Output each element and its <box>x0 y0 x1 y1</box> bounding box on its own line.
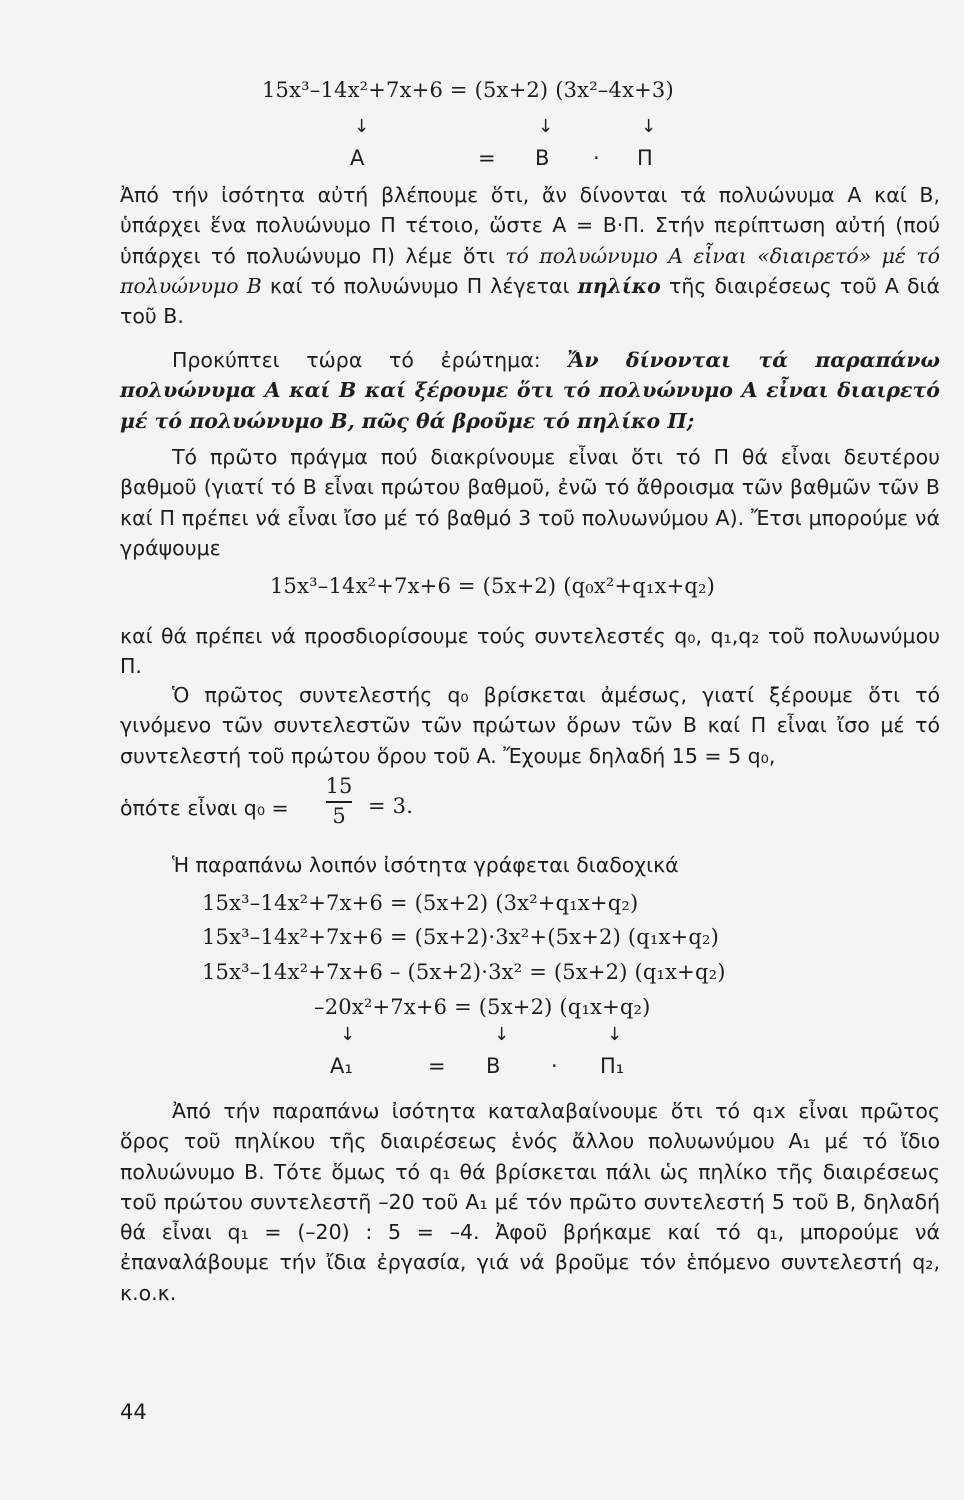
chain-arrow-b: ↓ <box>494 1024 510 1045</box>
paragraph-7: Ἀπό τήν παραπάνω ἰσότητα καταλαβαίνουμε ὅτι τό q₁x εἶναι πρῶτος ὅρος τοῦ πηλίκου τῆς διαιρέσεως ἑνός ἄλλου πολυωνύμου A₁ μέ τό ἴδιο πολυώνυμο B. Τότε ὅμως τό q₁ θά βρίσκεται πάλι ὡς πηλίκο τῆς διαιρέσεως τοῦ πρώτου συντελεστῆ –20 τοῦ A₁ μέ τόν πρῶτο συντελεστή 5 τοῦ B, δηλαδή θά εἶναι q₁ = (–20) : 5 = –4. Ἀφοῦ βρήκαμε καί τό q₁, μπορούμε νά ἐπαναλάβουμε τήν ἴδια ἐργασία, γιά νά βροῦμε τόν ἑπόμενο συντελεστή q₂, κ.ο.κ. <box>120 1099 940 1305</box>
chain-line-4: –20x²+7x+6 = (5x+2) (q₁x+q₂) <box>314 995 651 1019</box>
chain-arrow-a: ↓ <box>340 1024 356 1045</box>
chain-label-b: B <box>486 1054 501 1078</box>
arrow-b: ↓ <box>538 116 554 137</box>
paragraph-4: καί θά πρέπει νά προσδιορίσουμε τούς συντελεστές q₀, q₁,q₂ τοῦ πολυωνύμου Π. <box>120 624 940 679</box>
chain-label-equals: = <box>428 1054 446 1078</box>
chain-label-a1: A₁ <box>330 1054 353 1078</box>
chain-line-3: 15x³–14x²+7x+6 – (5x+2)·3x² = (5x+2) (q₁x+q₂) <box>202 960 726 984</box>
chain-label-p1: Π₁ <box>600 1054 625 1078</box>
label-p: Π <box>637 146 653 170</box>
paragraph-1: Ἀπό τήν ἰσότητα αὐτή βλέπουμε ὅτι, ἄν δίνονται τά πολυώνυμα A καί B, ὑπάρχει ἕνα πολυώνυμο Π τέτοιο, ὥστε A = B·Π. Στήν περίπτωση αὐτή (πού ὑπάρχει τό πολυώνυμο Π) λέμε ὅτι τό πολυώνυμο A εἶναι «διαιρετό» μέ τό πολυώνυμο B καί τό πολυώνυμο Π λέγεται πηλίκο τῆς διαιρέσεως τοῦ A διά τοῦ B. <box>120 183 940 329</box>
label-dot: · <box>593 146 600 170</box>
fraction-suffix: = 3. <box>368 794 414 818</box>
arrow-p: ↓ <box>641 116 657 137</box>
label-equals: = <box>478 146 496 170</box>
label-b: B <box>535 146 550 170</box>
chain-line-1: 15x³–14x²+7x+6 = (5x+2) (3x²+q₁x+q₂) <box>202 891 639 915</box>
equation-2: 15x³–14x²+7x+6 = (5x+2) (q₀x²+q₁x+q₂) <box>270 574 716 598</box>
chain-arrow-p: ↓ <box>607 1024 623 1045</box>
chain-label-dot: · <box>551 1054 558 1078</box>
fraction-prefix: ὁπότε εἶναι q₀ = <box>120 796 289 820</box>
equation-1: 15x³–14x²+7x+6 = (5x+2) (3x²–4x+3) <box>262 78 674 102</box>
fraction-bar <box>326 801 352 803</box>
label-a: A <box>350 146 365 170</box>
paragraph-5: Ὁ πρῶτος συντελεστής q₀ βρίσκεται ἀμέσως, γιατί ξέρουμε ὅτι τό γινόμενο τῶν συντελεστῶν τῶν πρώτων ὅρων τῶν B καί Π εἶναι ἴσο μέ τό συντελεστή τοῦ πρώτου ὅρου τοῦ A. Ἔχουμε δηλαδή 15 = 5 q₀, <box>120 683 940 768</box>
paragraph-3: Τό πρῶτο πράγμα πού διακρίνουμε εἶναι ὅτι τό Π θά εἶναι δευτέρου βαθμοῦ (γιατί τό B εἶναι πρώτου βαθμοῦ, ἐνῶ τό ἄθροισμα τῶν βαθμῶν τῶν B καί Π πρέπει νά εἶναι ἴσο μέ τό βαθμό 3 τοῦ πολυωνύμου A). Ἔτσι μπορούμε νά γράψουμε <box>120 445 940 560</box>
arrow-a: ↓ <box>354 116 370 137</box>
fraction-numerator: 15 <box>325 774 353 798</box>
page-number: 44 <box>120 1400 147 1424</box>
chain-line-2: 15x³–14x²+7x+6 = (5x+2)·3x²+(5x+2) (q₁x+q₂) <box>202 925 719 949</box>
fraction-denominator: 5 <box>332 804 346 828</box>
paragraph-2: Προκύπτει τώρα τό ἐρώτημα: Ἄν δίνονται τά παραπάνω πολυώνυμα A καί B καί ξέρουμε ὅτι τό πολυώνυμο A εἶναι διαιρετό μέ τό πολυώνυμο B, πῶς θά βροῦμε τό πηλίκο Π; <box>120 348 940 433</box>
paragraph-6: Ἡ παραπάνω λοιπόν ἰσότητα γράφεται διαδοχικά <box>172 853 679 877</box>
